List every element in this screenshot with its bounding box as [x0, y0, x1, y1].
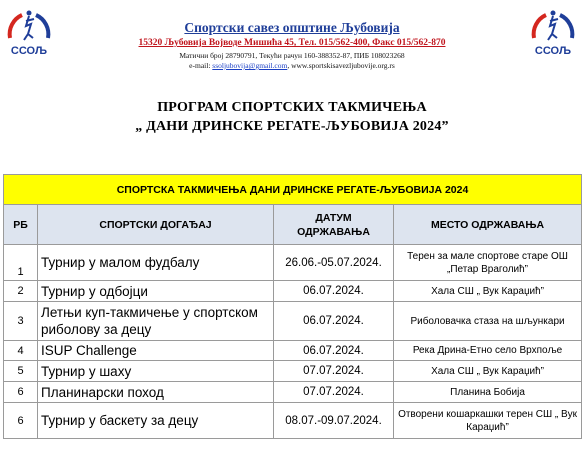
row-date: 07.07.2024.	[274, 382, 394, 403]
row-event: Турнир у малом фудбалу	[38, 245, 274, 281]
row-place: Хала СШ „ Вук Караџић”	[394, 281, 582, 302]
row-number: 3	[4, 302, 38, 341]
row-date: 08.07.-09.07.2024.	[274, 403, 394, 439]
row-place: Отворени кошаркашки терен СШ „ Вук Караџић”	[394, 403, 582, 439]
row-event: ISUP Challenge	[38, 341, 274, 361]
row-number: 4	[4, 341, 38, 361]
row-event: Летњи куп-такмичење у спортском риболову за децу	[38, 302, 274, 341]
table-banner: СПОРТСКА ТАКМИЧЕЊА ДАНИ ДРИНСКЕ РЕГАТЕ-ЉУБОВИЈА 2024	[4, 175, 582, 205]
column-header-row	[4, 205, 582, 245]
row-number: 1	[4, 245, 38, 281]
logo-text: ССОЉ	[10, 45, 48, 57]
row-date: 06.07.2024.	[274, 341, 394, 361]
contact-line	[60, 61, 524, 70]
table-row	[4, 341, 582, 361]
row-date: 06.07.2024.	[274, 302, 394, 341]
row-place: Терен за мале спортове старе ОШ „Петар Враголић”	[394, 245, 582, 281]
row-event: Турнир у баскету за децу	[38, 403, 274, 439]
ssolj-logo-right	[528, 4, 578, 62]
table-row	[4, 281, 582, 302]
row-date: 06.07.2024.	[274, 281, 394, 302]
table-banner-row	[4, 175, 582, 205]
table-row	[4, 245, 582, 281]
organization-name: Спортски савез општине Љубовија	[184, 20, 400, 35]
ssolj-logo-left	[4, 4, 54, 62]
row-event: Планинарски поход	[38, 382, 274, 403]
program-table	[3, 174, 582, 439]
row-place: Хала СШ „ Вук Караџић”	[394, 361, 582, 382]
col-header-date-line2: ОДРЖАВАЊА	[297, 225, 370, 238]
row-number: 5	[4, 361, 38, 382]
col-header-event: СПОРТСКИ ДОГАЂАЈ	[38, 205, 274, 245]
row-number: 6	[4, 382, 38, 403]
website-text: , www.sportskisavezljubovije.org.rs	[287, 61, 395, 70]
email-link[interactable]: ssoljubovija@gmail.com	[212, 61, 288, 70]
table-row	[4, 403, 582, 439]
col-header-place: МЕСТО ОДРЖАВАЊА	[394, 205, 582, 245]
registry-line: Матични број 28790791, Текући рачун 160-388352-87, ПИБ 108023268	[179, 51, 405, 60]
logo-text: ССОЉ	[534, 45, 572, 57]
address-line: 15320 Љубовија Војводе Мишића 45, Тел. 015/562-400, Факс 015/562-870	[138, 38, 446, 48]
row-place: Риболовачка стаза на шљункари	[394, 302, 582, 341]
row-number: 6	[4, 403, 38, 439]
email-label: e-mail:	[189, 61, 213, 70]
row-event: Турнир у одбојци	[38, 281, 274, 302]
table-row	[4, 382, 582, 403]
row-place: Планина Бобија	[394, 382, 582, 403]
row-date: 07.07.2024.	[274, 361, 394, 382]
document-subtitle: „ ДАНИ ДРИНСКЕ РЕГАТЕ-ЉУБОВИЈА 2024”	[135, 119, 449, 134]
row-place: Река Дрина-Етно село Врхпоље	[394, 341, 582, 361]
row-event: Турнир у шаху	[38, 361, 274, 382]
col-header-date-line1: ДАТУМ	[315, 211, 352, 224]
table-row	[4, 302, 582, 341]
col-header-date	[274, 205, 394, 245]
document-title: ПРОГРАМ СПОРТСКИХ ТАКМИЧЕЊА	[157, 100, 427, 115]
table-row	[4, 361, 582, 382]
col-header-number: РБ	[4, 205, 38, 245]
row-number: 2	[4, 281, 38, 302]
row-date: 26.06.-05.07.2024.	[274, 245, 394, 281]
